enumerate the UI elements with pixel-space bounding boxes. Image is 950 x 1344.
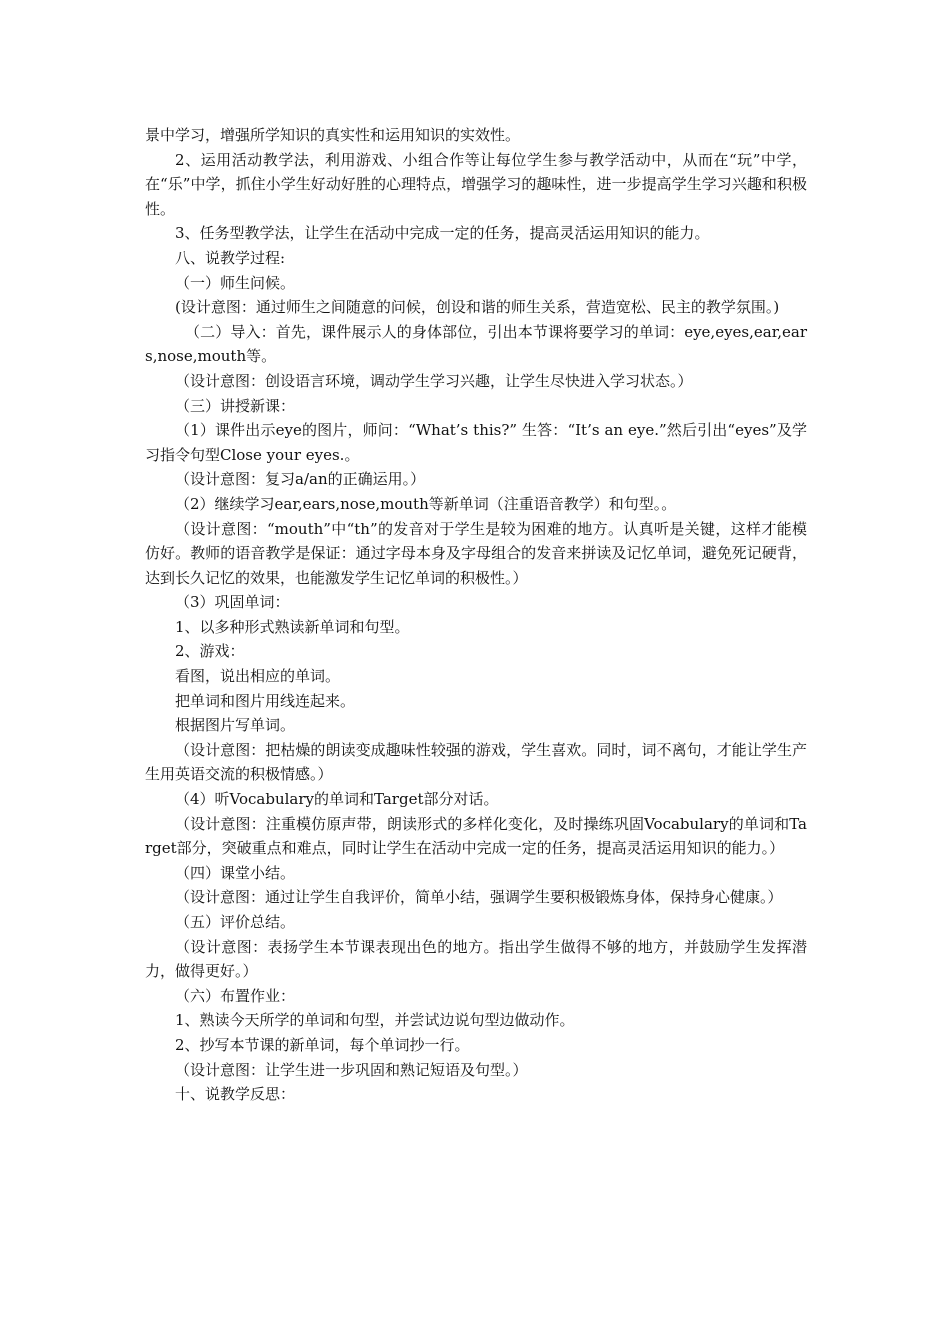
paragraph: （4）听Vocabulary的单词和Target部分对话。 <box>175 790 499 809</box>
design-intent-note: (设计意图：通过师生之间随意的问候，创设和谐的师生关系，营造宽松、民主的教学氛围。) <box>175 298 780 317</box>
subsection-heading: （二）导入：首先，课件展示人的身体部位，引出本节课将要学习的单词：eye,eyes,ear,ears,nose,mouth等。 <box>145 322 807 366</box>
paragraph: 3、任务型教学法，让学生在活动中完成一定的任务，提高灵活运用知识的能力。 <box>175 224 710 243</box>
list-item: 根据图片写单词。 <box>175 716 296 735</box>
design-intent-note: （设计意图：让学生进一步巩固和熟记短语及句型。） <box>175 1060 528 1079</box>
design-intent-note: （设计意图：复习a/an的正确运用。） <box>175 470 426 489</box>
paragraph: 景中学习，增强所学知识的真实性和运用知识的实效性。 <box>145 126 521 144</box>
subsection-heading: （五）评价总结。 <box>175 913 296 931</box>
design-intent-note: （设计意图：把枯燥的朗读变成趣味性较强的游戏，学生喜欢。同时，词不离句，才能让学生产生用英语交流的积极情感。） <box>145 740 807 784</box>
list-item: 2、抄写本节课的新单词，每个单词抄一行。 <box>175 1035 470 1054</box>
list-item: 看图，说出相应的单词。 <box>175 667 341 686</box>
list-item: 2、游戏： <box>175 642 245 661</box>
list-item: 1、熟读今天所学的单词和句型，并尝试边说句型边做动作。 <box>175 1011 575 1030</box>
list-item: 1、以多种形式熟读新单词和句型。 <box>175 617 410 636</box>
design-intent-note: （设计意图：注重模仿原声带，朗读形式的多样化变化，及时操练巩固Vocabulary的单词和Target部分，突破重点和难点，同时让学生在活动中完成一定的任务，提高灵活运用知识的能力。） <box>145 814 807 858</box>
list-item: 把单词和图片用线连起来。 <box>175 691 356 710</box>
design-intent-note: （设计意图：通过让学生自我评价，简单小结，强调学生要积极锻炼身体，保持身心健康。） <box>175 888 783 907</box>
design-intent-note: （设计意图：创设语言环境，调动学生学习兴趣，让学生尽快进入学习状态。） <box>175 371 693 390</box>
subsection-heading: （3）巩固单词： <box>175 593 290 612</box>
subsection-heading: （六）布置作业： <box>175 986 296 1005</box>
subsection-heading: （三）讲授新课： <box>175 396 296 415</box>
document-body <box>145 123 807 1107</box>
design-intent-note: （设计意图：“mouth”中“th”的发音对于学生是较为困难的地方。认真听是关键，这样才能模仿好。教师的语音教学是保证：通过字母本身及字母组合的发音来拼读及记忆单词，避免死记硬背，达到长久记忆的效果，也能激发学生记忆单词的积极性。） <box>145 519 807 587</box>
section-heading: 十、说教学反思： <box>175 1085 296 1104</box>
paragraph: 2、运用活动教学法，利用游戏、小组合作等让每位学生参与教学活动中，从而在“玩”中学，在“乐”中学，抓住小学生好动好胜的心理特点，增强学习的趣味性，进一步提高学生学习兴趣和积极性。 <box>145 150 807 218</box>
section-heading: 八、说教学过程: <box>175 248 286 267</box>
paragraph: （2）继续学习ear,ears,nose,mouth等新单词（注重语音教学）和句型。。 <box>175 494 677 513</box>
subsection-heading: （四）课堂小结。 <box>175 863 296 882</box>
subsection-heading: （一）师生问候。 <box>175 273 296 292</box>
paragraph: （1）课件出示eye的图片，师问：“What’s this?” 生答：“It’s an eye.”然后引出“eyes”及学习指令句型Close your eyes.。 <box>145 421 807 464</box>
design-intent-note: （设计意图：表扬学生本节课表现出色的地方。指出学生做得不够的地方，并鼓励学生发挥潜力，做得更好。） <box>145 937 807 981</box>
